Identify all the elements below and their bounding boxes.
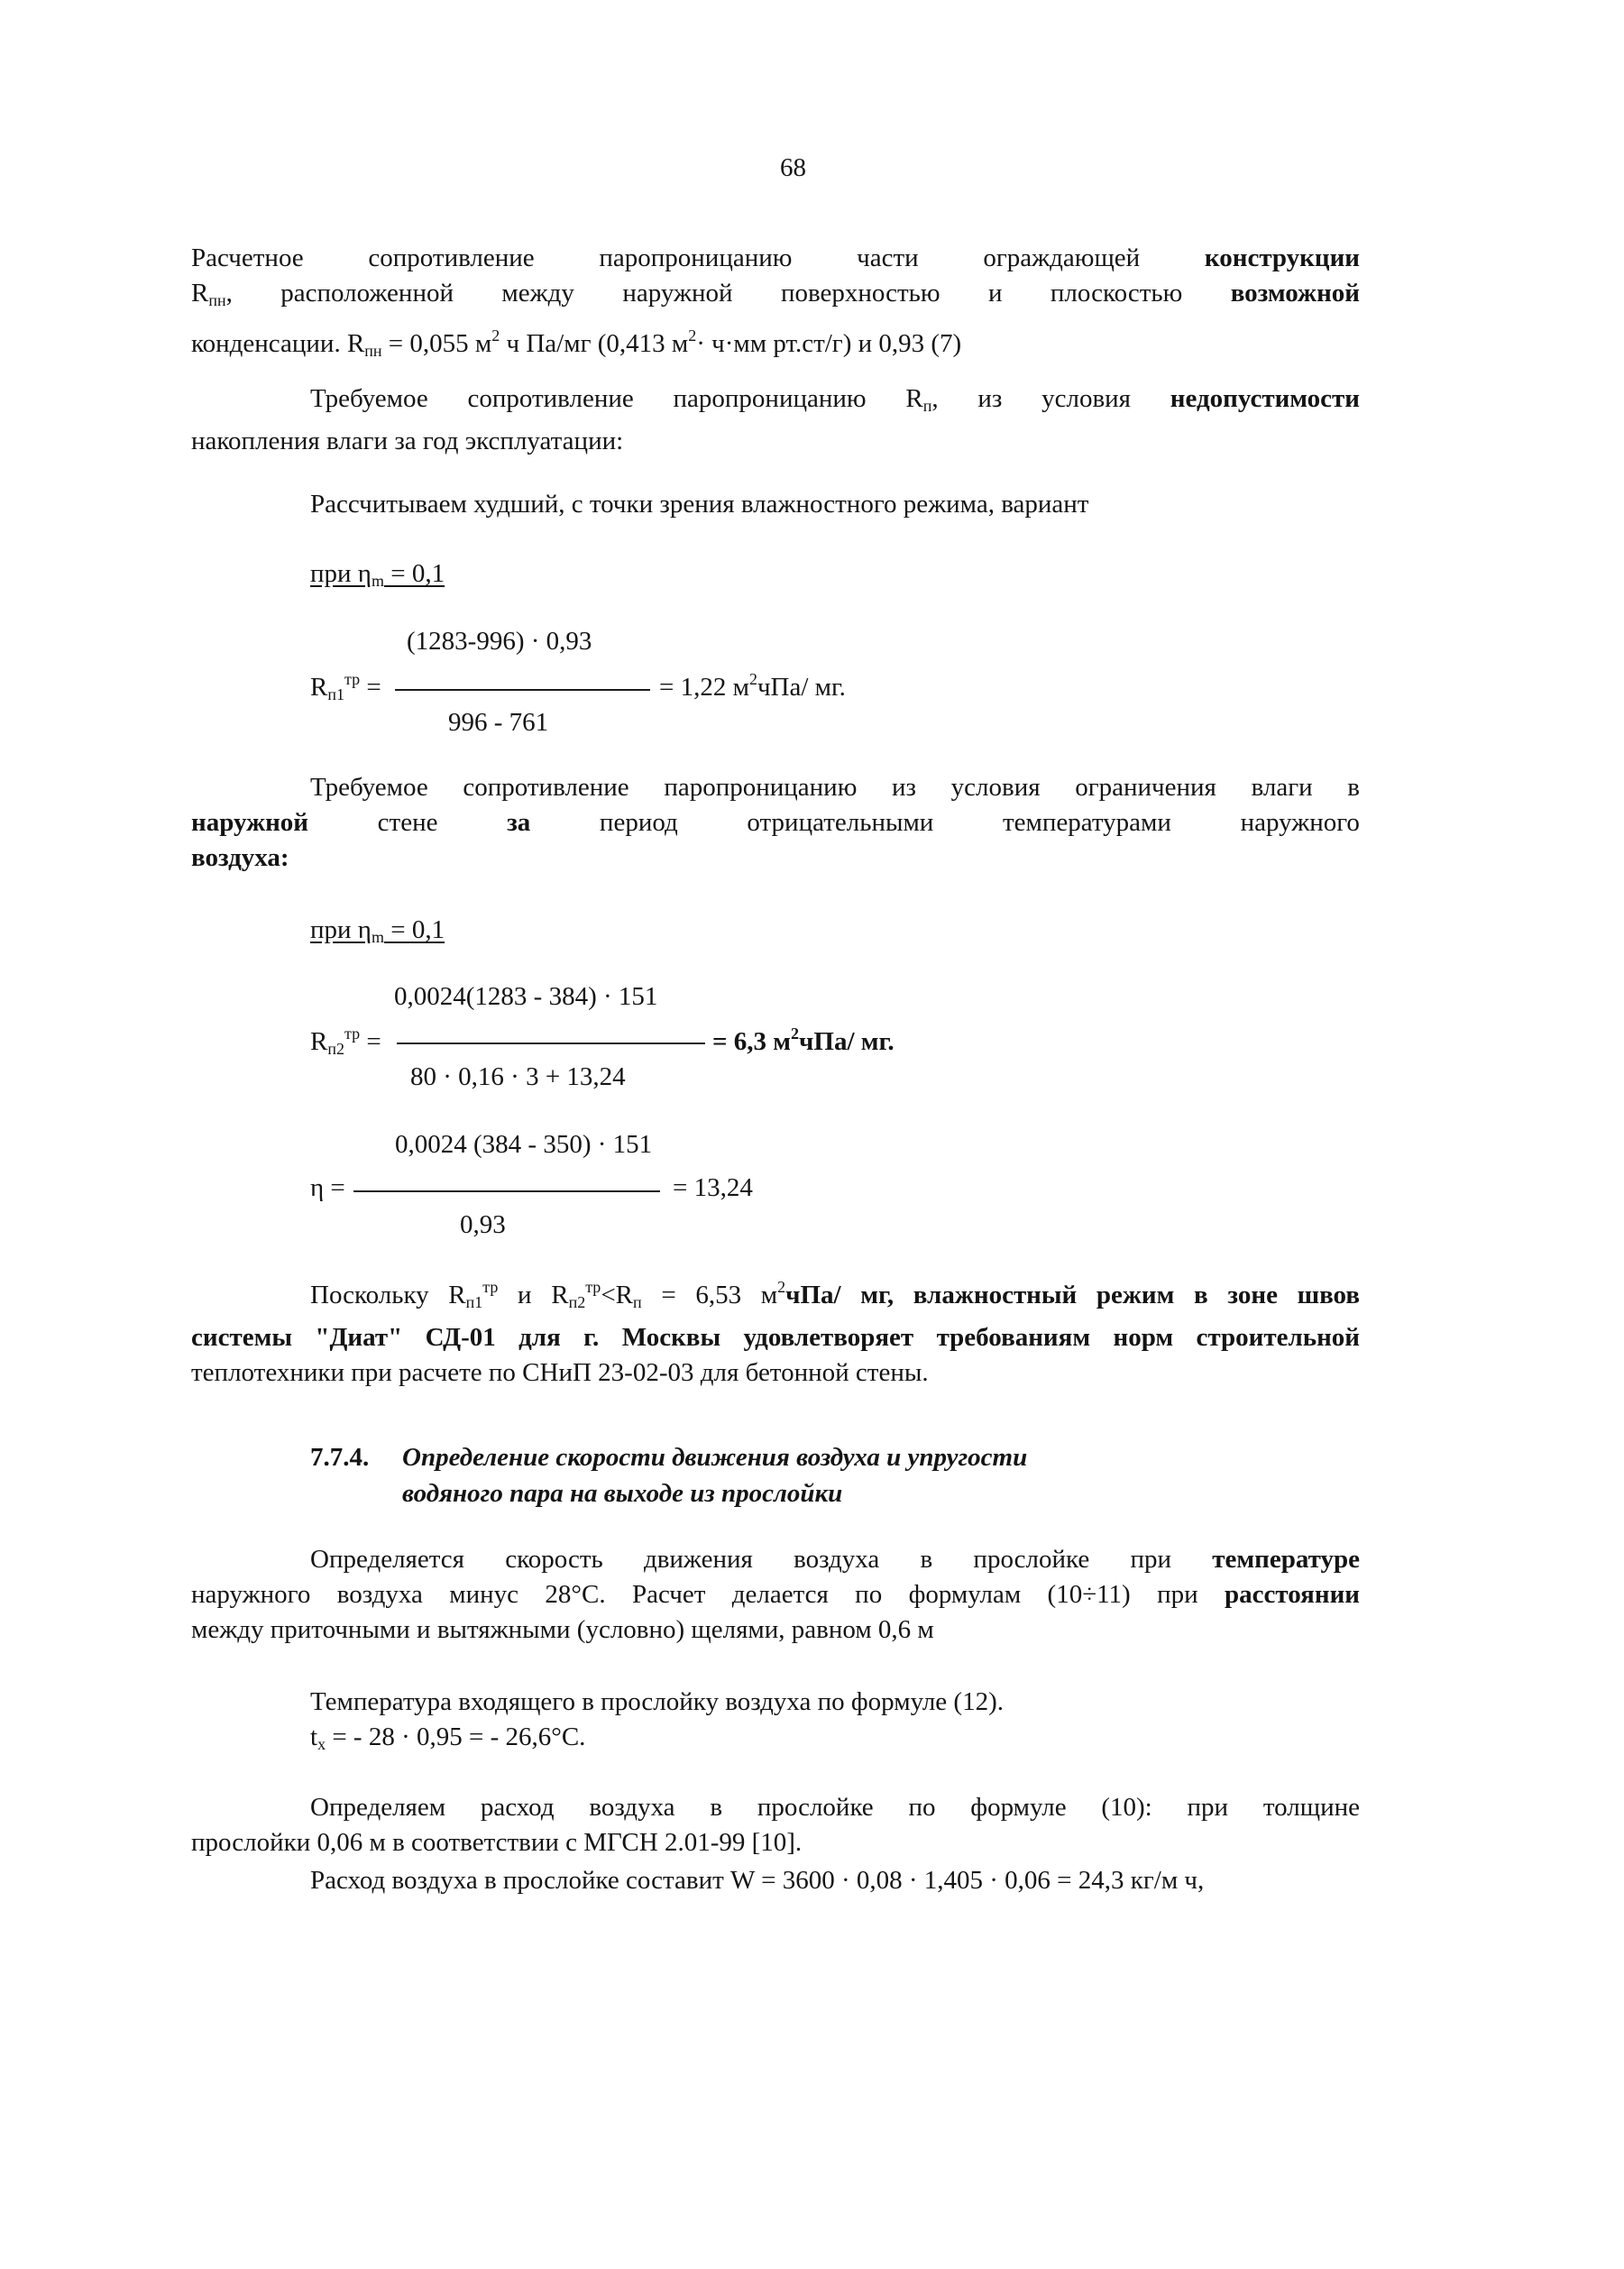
tx-value: = - 28 · 0,95 = - 26,6°С. <box>326 1722 586 1751</box>
p5-a4-sup: 2 <box>777 1278 786 1296</box>
formula3-numerator: 0,0024 (384 - 350) · 151 <box>395 1130 653 1159</box>
formula2-res-a: = 6,3 м <box>712 1027 792 1056</box>
formula2-result <box>712 1023 895 1060</box>
formula2-lhs <box>310 1023 381 1060</box>
p5-a2-sup: тр <box>585 1278 601 1296</box>
formula1-denominator: 996 - 761 <box>448 708 549 737</box>
formula2-lhs-sup: тр <box>344 1024 361 1043</box>
paragraph-air-speed <box>191 1542 1360 1648</box>
p2-line2: накопления влаги за год эксплуатации: <box>191 427 624 455</box>
paragraph-inlet-temperature: Температура входящего в прослойку воздуха по формуле (12). <box>310 1687 1004 1716</box>
formula1-res-sup: 2 <box>748 670 757 688</box>
p8-line2: прослойки 0,06 м в соответствии с МГСН 2.01-99 [10]. <box>191 1828 803 1857</box>
p6-line1-bold: температуре <box>1212 1545 1360 1574</box>
paragraph-conclusion <box>191 1270 1360 1391</box>
formula1-result <box>659 668 846 705</box>
p6-line3: между приточными и вытяжными (условно) щелями, равном 0,6 м <box>191 1615 934 1644</box>
p1-line3-sub: пн <box>364 342 382 360</box>
p1-line3-sup2: 2 <box>688 326 697 344</box>
paragraph-worst-case: Рассчитываем худший, с точки зрения влажностного режима, вариант <box>310 490 1089 519</box>
formula1-lhs-sub: п1 <box>327 685 344 703</box>
p6-line2-text: наружного воздуха минус 28°С. Расчет делается по формулам (10÷11) при <box>191 1580 1225 1609</box>
paragraph-air-flow-result: Расход воздуха в прослойке составит W = 3600 · 0,08 · 1,405 · 0,06 = 24,3 кг/м ч, <box>310 1866 1205 1895</box>
p1-line3-b: = 0,055 м <box>381 329 492 358</box>
p1-line2-sub: пн <box>208 291 226 309</box>
cond1-text: при η <box>310 559 372 588</box>
formula1-fraction-bar <box>395 689 650 691</box>
p5-a5: чПа/ мг, влажностный режим в зоне швов <box>785 1281 1360 1309</box>
p1-line1-bold: конструкции <box>1204 243 1360 272</box>
cond1-value: = 0,1 <box>383 559 445 588</box>
p4-word: отрицательными <box>747 808 934 837</box>
p4-line2 <box>191 805 1360 841</box>
p1-line1-text: Расчетное сопротивление паропроницанию части ограждающей <box>191 243 1205 272</box>
p6-line1-text: Определяется скорость движения воздуха в прослойке при <box>310 1545 1213 1574</box>
paragraph-required-resistance <box>191 381 1360 459</box>
formula-tx <box>310 1720 585 1755</box>
formula2-res-b: чПа/ мг. <box>799 1027 895 1056</box>
p8-line1: Определяем расход воздуха в прослойке по формуле (10): при толщине <box>310 1793 1360 1822</box>
condition-eta-2 <box>310 913 445 948</box>
formula1-lhs-sup: тр <box>344 670 361 688</box>
section-title-line1: Определение скорости движения воздуха и упругости <box>402 1443 1028 1472</box>
p1-line2-r: R <box>191 279 209 308</box>
p5-a1: Поскольку R <box>310 1281 466 1309</box>
formula3-fraction-bar <box>353 1190 660 1192</box>
page-number: 68 <box>780 153 806 182</box>
formula2-eq: = <box>360 1027 381 1056</box>
formula2-numerator: 0,0024(1283 - 384) · 151 <box>394 982 658 1011</box>
p4-line3: воздуха: <box>191 843 289 872</box>
p4-word: период <box>599 808 678 837</box>
p5-a1-sup: тр <box>482 1278 499 1296</box>
p5-a2: и R <box>498 1281 569 1309</box>
formula2-res-sup: 2 <box>791 1024 800 1043</box>
p5-a3-sub: п <box>633 1293 642 1311</box>
condition-eta-1 <box>310 556 445 592</box>
tx-sub: x <box>317 1735 326 1753</box>
p5-line2: системы "Диат" СД-01 для г. Москвы удовлетворяет требованиям норм строительной <box>191 1323 1360 1352</box>
formula1-lhs <box>310 668 381 705</box>
formula1-eq: = <box>360 673 381 702</box>
p5-a3: <R <box>601 1281 634 1309</box>
formula1-res-a: = 1,22 м <box>659 673 749 702</box>
p1-line3-sup1: 2 <box>491 326 500 344</box>
p4-word: наружного <box>1240 808 1360 837</box>
p2-line1-b: , из условия <box>931 384 1170 413</box>
section-title-line2: водяного пара на выходе из прослойки <box>402 1479 843 1508</box>
p4-word: за <box>507 808 531 837</box>
cond1-sub: m <box>371 572 384 590</box>
p4-line1: Требуемое сопротивление паропроницанию из условия ограничения влаги в <box>310 773 1360 802</box>
formula2-lhs-sub: п2 <box>327 1040 344 1058</box>
formula3-lhs: η = <box>310 1173 345 1202</box>
formula3-result: = 13,24 <box>673 1173 753 1202</box>
p4-word: температурами <box>1002 808 1171 837</box>
p4-word: стене <box>377 808 438 837</box>
p2-line1-sub: п <box>922 397 932 415</box>
p2-line1-a: Требуемое сопротивление паропроницанию R <box>310 384 923 413</box>
p5-a4: = 6,53 м <box>641 1281 778 1309</box>
formula1-numerator: (1283-996) · 0,93 <box>407 627 592 656</box>
section-number: 7.7.4. <box>310 1443 370 1472</box>
p1-line3-c: ч Па/мг (0,413 м <box>500 329 689 358</box>
p1-line2-bold: возможной <box>1230 279 1360 308</box>
paragraph-moisture-limit <box>191 770 1360 876</box>
p1-line3-a: конденсации. R <box>191 329 365 358</box>
paragraph-vapor-resistance <box>191 241 1360 369</box>
p2-line1-bold: недопустимости <box>1170 384 1360 413</box>
cond2-sub: m <box>371 928 384 946</box>
formula1-lhs-r: R <box>310 673 328 702</box>
p5-a2-sub: п2 <box>568 1293 586 1311</box>
p1-line3-d: · ч·мм рт.ст/г) и 0,93 (7) <box>696 329 962 358</box>
cond2-value: = 0,1 <box>383 915 445 944</box>
formula3-denominator: 0,93 <box>460 1210 506 1239</box>
p6-line2-bold: расстоянии <box>1225 1580 1360 1609</box>
p5-line3: теплотехники при расчете по СНиП 23-02-03 для бетонной стены. <box>191 1358 929 1387</box>
formula2-lhs-r: R <box>310 1027 328 1056</box>
p1-line2-text: , расположенной между наружной поверхностью и плоскостью <box>225 279 1231 308</box>
formula2-fraction-bar <box>397 1043 705 1044</box>
paragraph-air-flow <box>191 1790 1360 1860</box>
p5-a1-sub: п1 <box>465 1293 483 1311</box>
tx-symbol: t <box>310 1722 318 1751</box>
p4-word: наружной <box>191 808 309 837</box>
formula2-denominator: 80 · 0,16 · 3 + 13,24 <box>410 1062 626 1091</box>
formula1-res-b: чПа/ мг. <box>757 673 846 702</box>
cond2-text: при η <box>310 915 372 944</box>
